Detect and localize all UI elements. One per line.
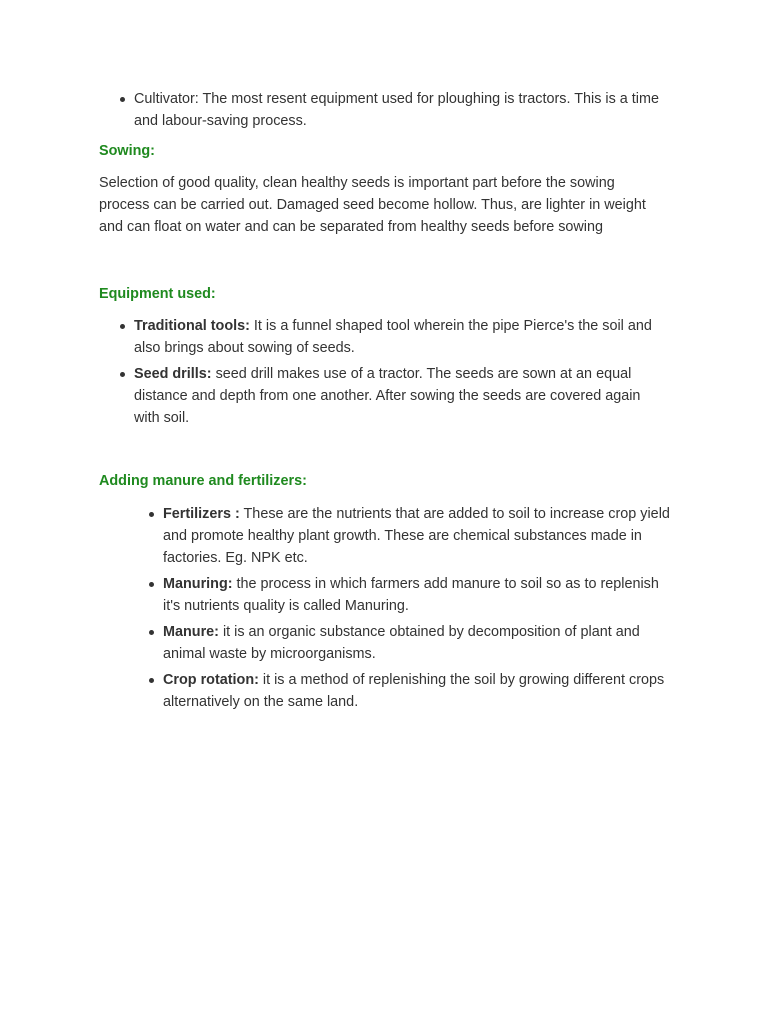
list-item-text: the process in which farmers add manure to soil so as to replenish it's nutrients quality is called Manuring. [163, 576, 659, 614]
list-item-term: Fertilizers : [163, 506, 240, 522]
list-item-manure [163, 621, 678, 665]
list-item-term: Seed drills: [134, 366, 212, 382]
cultivator-list [134, 88, 679, 136]
list-item-term: Traditional tools: [134, 318, 250, 334]
list-item-cultivator [134, 88, 679, 132]
list-item-text: It is a funnel shaped tool wherein the pipe Pierce's the soil and also brings about sowing of seeds. [134, 318, 652, 356]
list-item-text: These are the nutrients that are added to soil to increase crop yield and promote healthy plant growth. These are chemical substances made in factories. Eg. NPK etc. [163, 506, 670, 566]
list-item-text: it is a method of replenishing the soil by growing different crops alternatively on the same land. [163, 672, 665, 710]
list-item-crop-rotation [163, 669, 678, 713]
list-item-term: Manure: [163, 624, 219, 640]
section-heading-equipment: Equipment used: [99, 286, 216, 302]
equipment-section [99, 283, 679, 305]
list-item-text: it is an organic substance obtained by decomposition of plant and animal waste by microorganisms. [163, 624, 640, 662]
list-item-text: Cultivator: The most resent equipment used for ploughing is tractors. This is a time and labour-saving process. [134, 91, 659, 129]
sowing-body [99, 172, 669, 238]
sowing-section [99, 140, 679, 162]
manure-section [99, 470, 679, 492]
section-heading-sowing: Sowing: [99, 143, 155, 159]
list-item-text: seed drill makes use of a tractor. The seeds are sown at an equal distance and depth from one another. After sowing the seeds are covered again with soil. [134, 366, 641, 426]
list-item-term: Manuring: [163, 576, 233, 592]
section-heading-manure: Adding manure and fertilizers: [99, 473, 307, 489]
list-item-manuring [163, 573, 678, 617]
list-item-seed-drills [134, 363, 669, 429]
list-item-fertilizers [163, 503, 678, 569]
cultivator-bullets [134, 88, 679, 132]
manure-bullets [163, 503, 678, 713]
list-item-traditional-tools [134, 315, 669, 359]
manure-list [163, 503, 678, 717]
sowing-paragraph: Selection of good quality, clean healthy seeds is important part before the sowing process can be carried out. Damaged seed become hollow. Thus, are lighter in weight and can float on water and can be separated from healthy seeds before sowing [99, 175, 646, 235]
list-item-term: Crop rotation: [163, 672, 259, 688]
equipment-list [134, 315, 669, 433]
equipment-bullets [134, 315, 669, 429]
